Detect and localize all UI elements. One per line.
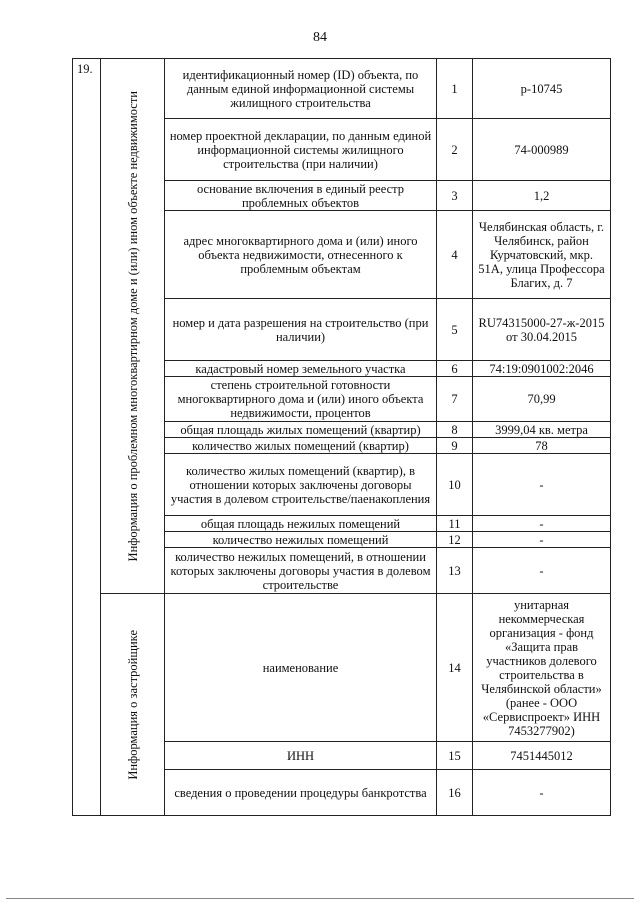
field-value: унитарная некоммерческая организация - фонд «Защита прав участников долевого строительства в Челябинской области» (ранее - ООО «Сервиспроект» ИНН 7453277902): [473, 594, 611, 742]
field-index: 8: [437, 422, 473, 438]
field-index: 10: [437, 454, 473, 516]
field-label: количество жилых помещений (квартир), в отношении которых заключены договоры участия в долевом строительстве/паенакопления: [165, 454, 437, 516]
registry-table: [72, 58, 611, 816]
field-index: 12: [437, 532, 473, 548]
field-index: 13: [437, 548, 473, 594]
field-value: -: [473, 770, 611, 816]
field-label: общая площадь жилых помещений (квартир): [165, 422, 437, 438]
field-index: 6: [437, 361, 473, 377]
field-label: общая площадь нежилых помещений: [165, 516, 437, 532]
field-index: 5: [437, 299, 473, 361]
field-index: 3: [437, 181, 473, 211]
field-label: основание включения в единый реестр проблемных объектов: [165, 181, 437, 211]
field-value: Челябинская область, г. Челябинск, район Курчатовский, мкр. 51А, улица Профессора Благих, д. 7: [473, 211, 611, 299]
field-index: 16: [437, 770, 473, 816]
field-label: кадастровый номер земельного участка: [165, 361, 437, 377]
table-row: [73, 59, 611, 119]
field-index: 4: [437, 211, 473, 299]
field-index: 14: [437, 594, 473, 742]
field-value: 74:19:0901002:2046: [473, 361, 611, 377]
field-index: 2: [437, 119, 473, 181]
field-label: степень строительной готовности многоквартирного дома и (или) иного объекта недвижимости, процентов: [165, 377, 437, 422]
field-value: 70,99: [473, 377, 611, 422]
field-label: идентификационный номер (ID) объекта, по данным единой информационной системы жилищного строительства: [165, 59, 437, 119]
field-value: -: [473, 454, 611, 516]
field-value: -: [473, 532, 611, 548]
field-label: номер и дата разрешения на строительство (при наличии): [165, 299, 437, 361]
table-row: [73, 594, 611, 742]
field-value: RU74315000-27-ж-2015 от 30.04.2015: [473, 299, 611, 361]
field-label: количество жилых помещений (квартир): [165, 438, 437, 454]
field-value: -: [473, 548, 611, 594]
section-label: Информация о застройщике: [125, 629, 140, 780]
field-label: ИНН: [165, 742, 437, 770]
field-label: сведения о проведении процедуры банкротства: [165, 770, 437, 816]
field-value: 7451445012: [473, 742, 611, 770]
field-value: -: [473, 516, 611, 532]
field-value: 3999,04 кв. метра: [473, 422, 611, 438]
section-developer-info: [101, 594, 165, 816]
field-label: адрес многоквартирного дома и (или) иного объекта недвижимости, отнесенного к проблемным объектам: [165, 211, 437, 299]
field-value: 74-000989: [473, 119, 611, 181]
field-index: 1: [437, 59, 473, 119]
field-index: 7: [437, 377, 473, 422]
field-value: р-10745: [473, 59, 611, 119]
field-index: 11: [437, 516, 473, 532]
field-value: 1,2: [473, 181, 611, 211]
bottom-divider: [6, 898, 634, 899]
field-label: количество нежилых помещений: [165, 532, 437, 548]
section-label: Информация о проблемном многоквартирном доме и (или) ином объекте недвижимости: [125, 90, 140, 562]
field-index: 9: [437, 438, 473, 454]
field-label: количество нежилых помещений, в отношении которых заключены договоры участия в долевом строительстве: [165, 548, 437, 594]
section-object-info: [101, 59, 165, 594]
field-index: 15: [437, 742, 473, 770]
row-number: 19.: [73, 59, 101, 816]
field-value: 78: [473, 438, 611, 454]
field-label: номер проектной декларации, по данным единой информационной системы жилищного строительства (при наличии): [165, 119, 437, 181]
page-number: 84: [313, 30, 327, 45]
field-label: наименование: [165, 594, 437, 742]
